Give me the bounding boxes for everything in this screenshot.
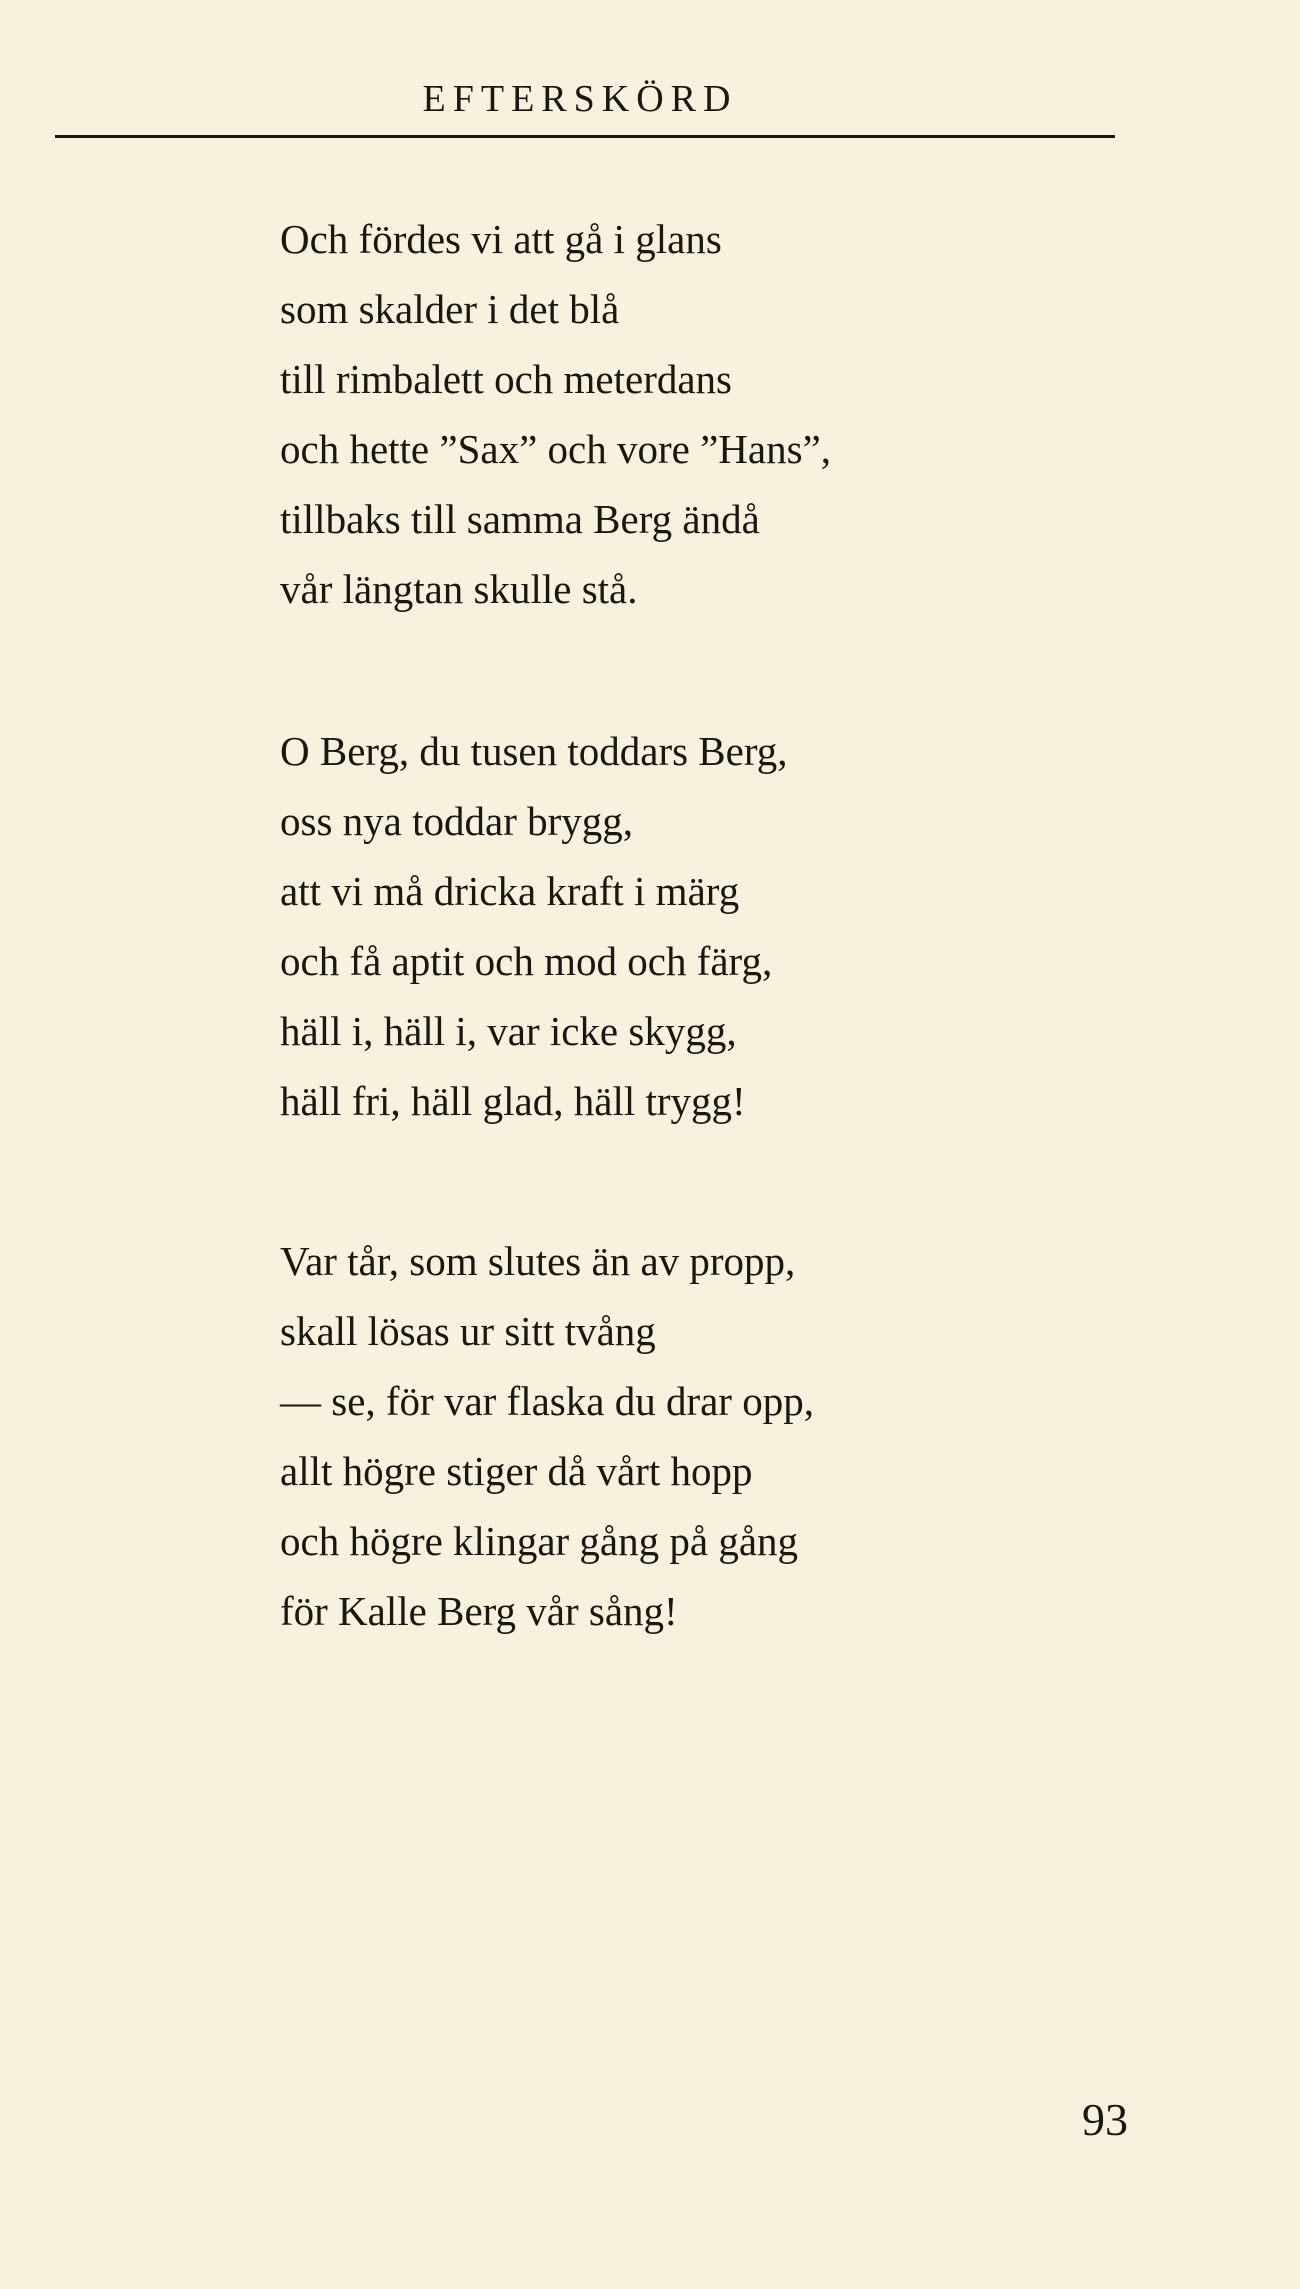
verse-line: att vi må dricka kraft i märg xyxy=(280,868,740,914)
stanza-1 xyxy=(280,204,1180,624)
verse-line: Var tår, som slutes än av propp, xyxy=(280,1238,796,1284)
stanza-3 xyxy=(280,1226,1180,1646)
verse-line: vår längtan skulle stå. xyxy=(280,566,638,612)
verse-line: som skalder i det blå xyxy=(280,286,620,332)
verse-line: och högre klingar gång på gång xyxy=(280,1518,799,1564)
verse-line: för Kalle Berg vår sång! xyxy=(280,1588,678,1634)
verse-line: häll fri, häll glad, häll trygg! xyxy=(280,1078,746,1124)
verse-line: oss nya toddar brygg, xyxy=(280,798,634,844)
verse-line: skall lösas ur sitt tvång xyxy=(280,1308,656,1354)
verse-line: — se, för var flaska du drar opp, xyxy=(280,1378,814,1424)
verse-line: till rimbalett och meterdans xyxy=(280,356,733,402)
verse-line: Och fördes vi att gå i glans xyxy=(280,216,722,262)
verse-line: och få aptit och mod och färg, xyxy=(280,938,773,984)
page-number: 93 xyxy=(1082,2094,1128,2145)
header-rule xyxy=(55,135,1115,138)
verse-line: och hette ”Sax” och vore ”Hans”, xyxy=(280,426,831,472)
verse-line: tillbaks till samma Berg ändå xyxy=(280,496,760,542)
verse-line: häll i, häll i, var icke skygg, xyxy=(280,1008,737,1054)
running-head: EFTERSKÖRD xyxy=(422,78,738,120)
verse-line: allt högre stiger då vårt hopp xyxy=(280,1448,753,1494)
stanza-2 xyxy=(280,716,1180,1136)
verse-line: O Berg, du tusen toddars Berg, xyxy=(280,728,788,774)
